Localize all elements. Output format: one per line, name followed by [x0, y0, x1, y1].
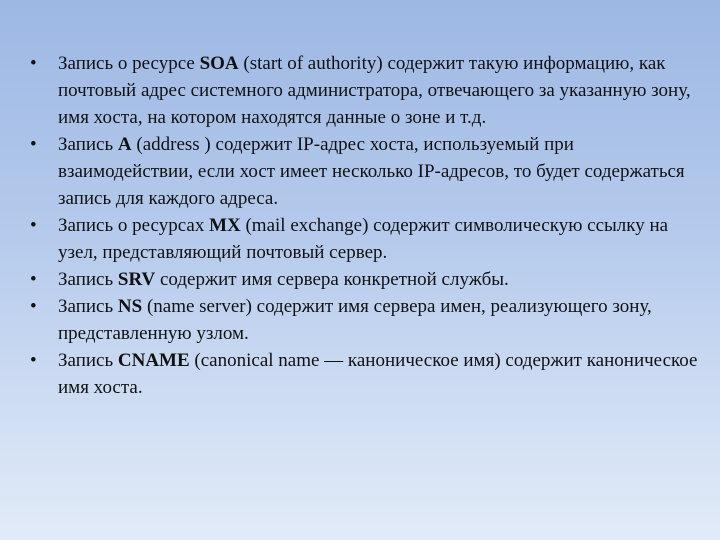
bullet-item-srv: [30, 266, 700, 293]
bullet-dot-icon: •: [30, 296, 37, 317]
bullet-list: [30, 50, 700, 401]
bullet-prefix: Запись о ресурсе: [58, 53, 200, 74]
bullet-item-mx: [30, 212, 700, 266]
bullet-prefix: Запись: [58, 269, 118, 290]
bullet-item-cname: [30, 347, 700, 401]
bullet-item-a: [30, 131, 700, 212]
bullet-prefix: Запись: [58, 296, 118, 317]
bullet-dot-icon: •: [30, 53, 37, 74]
bullet-item-soa: [30, 50, 700, 131]
record-keyword-srv: SRV: [117, 269, 156, 290]
bullet-text: содержит имя сервера конкретной службы.: [155, 269, 509, 290]
bullet-dot-icon: •: [30, 215, 37, 236]
bullet-dot-icon: •: [30, 134, 37, 155]
record-keyword-soa: SOA: [199, 53, 239, 74]
record-keyword-ns: NS: [117, 296, 143, 317]
record-keyword-a: A: [117, 134, 132, 155]
bullet-item-ns: [30, 293, 700, 347]
bullet-text: (start of authority) содержит такую информацию, как почтовый адрес системного администратора, отвечающего за указанную зону, имя хоста, на котором находятся данные о зоне и т.д.: [58, 53, 691, 128]
bullet-prefix: Запись: [58, 350, 118, 371]
bullet-prefix: Запись о ресурсах: [58, 215, 210, 236]
bullet-prefix: Запись: [58, 134, 118, 155]
bullet-text: (mail exchange) содержит символическую ссылку на узел, представляющий почтовый сервер.: [58, 215, 669, 263]
record-keyword-cname: CNAME: [117, 350, 190, 371]
bullet-text: (name server) содержит имя сервера имен, реализующего зону, представленную узлом.: [58, 296, 652, 344]
bullet-dot-icon: •: [30, 350, 37, 371]
bullet-text: (address ) содержит IP-адрес хоста, используемый при взаимодействии, если хост имеет несколько IP-адресов, то будет содержаться запись для каждого адреса.: [58, 134, 685, 209]
record-keyword-mx: MX: [209, 215, 241, 236]
bullet-text: (canonical name — каноническое имя) содержит каноническое имя хоста.: [58, 350, 698, 398]
bullet-dot-icon: •: [30, 269, 37, 290]
